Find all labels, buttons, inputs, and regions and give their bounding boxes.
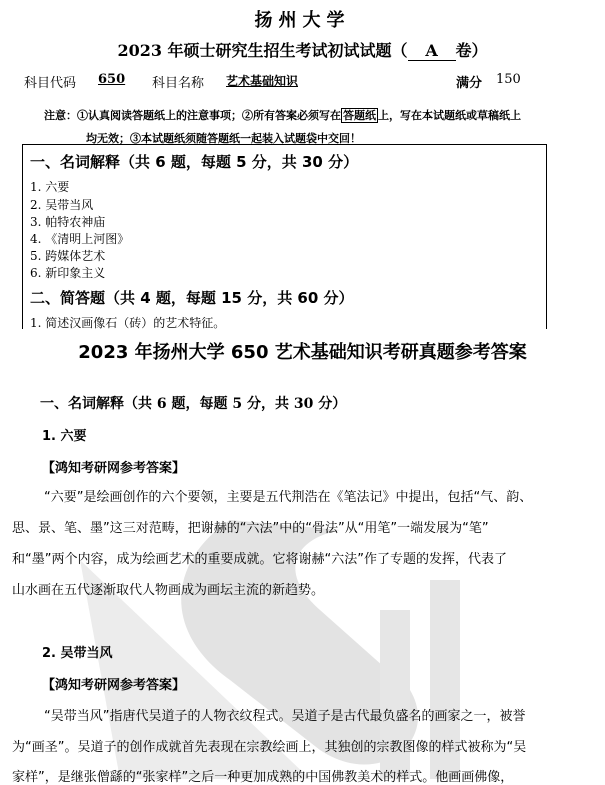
question-item: 2. 吴带当风 — [30, 198, 94, 212]
answer-paragraph-line: “六要”是绘画创作的六个要领，主要是五代荆浩在《笔法记》中提出，包括“气、韵、 — [44, 490, 533, 505]
answer-paragraph-line: 山水画在五代逐渐取代人物画成为画坛主流的新趋势。 — [12, 583, 325, 598]
answer-term-title: 1. 六要 — [42, 429, 87, 444]
section2-heading: 二、简答题（共 4 题，每题 15 分，共 60 分） — [30, 289, 354, 307]
question-item: 4. 《清明上河图》 — [30, 232, 130, 246]
answer-source-label: 【鸿知考研网参考答案】 — [42, 461, 186, 476]
exam-title — [0, 38, 605, 61]
university-name: 扬州大学 — [254, 10, 351, 31]
question-item: 6. 新印象主义 — [30, 266, 106, 280]
exam-title-prefix: 2023 年硕士研究生招生考试初试试题（ — [117, 41, 408, 60]
answer-paragraph-line: 和“墨”两个内容，成为绘画艺术的重要成就。它将谢赫“六法”作了专题的发挥，代表了 — [12, 552, 507, 567]
question-item: 1. 六要 — [30, 180, 70, 194]
notice-text-a: ①认真阅读答题纸上的注意事项；②所有答案必须写在 — [77, 109, 341, 122]
subject-code-value: 650 — [98, 72, 126, 87]
notice-label: 注意： — [44, 109, 77, 122]
answer-source-label: 【鸿知考研网参考答案】 — [42, 678, 186, 693]
answer-paragraph-line: 为“画圣”。吴道子的创作成就首先表现在宗教绘画上，其独创的宗教图像的样式被称为“吴 — [12, 740, 527, 755]
answer-paragraph-line: “吴带当风”指唐代吴道子的人物衣纹程式。吴道子是古代最负盛名的画家之一，被誉 — [44, 709, 526, 724]
answer-sheet-box: 答题纸 — [343, 109, 376, 122]
question-item: 3. 帕特农神庙 — [30, 215, 106, 229]
full-score-label: 满分 — [456, 76, 483, 91]
notice-line-2: 均无效；③本试题纸须随答题纸一起装入试题袋中交回！ — [86, 132, 361, 145]
answer-term-title: 2. 吴带当风 — [42, 646, 113, 661]
answer-section1-heading: 一、名词解释（共 6 题，每题 5 分，共 30 分） — [40, 396, 347, 412]
section1-heading: 一、名词解释（共 6 题，每题 5 分，共 30 分） — [30, 153, 359, 171]
answer-paragraph-line: 家样”，是继张僧繇的“张家样”之后一种更加成熟的中国佛教美术的样式。他画画佛像， — [12, 770, 514, 785]
subject-name-value: 艺术基础知识 — [226, 74, 299, 88]
exam-paper-code: A — [408, 41, 456, 61]
notice-text-b: 上，写在本试题纸或草稿纸上 — [378, 109, 521, 122]
question-item: 1. 简述汉画像石（砖）的艺术特征。 — [30, 316, 226, 330]
answer-paragraph-line: 思、景、笔、墨”这三对范畴，把谢赫的“六法”中的“骨法”从“用笔”一端发展为“笔” — [12, 521, 489, 536]
subject-name-label: 科目名称 — [152, 76, 205, 91]
exam-title-suffix: 卷） — [455, 41, 488, 60]
notice-line-1 — [44, 107, 521, 123]
full-score-value: 150 — [496, 72, 521, 87]
question-item: 5. 跨媒体艺术 — [30, 249, 106, 263]
answer-title: 2023 年扬州大学 650 艺术基础知识考研真题参考答案 — [78, 342, 527, 363]
subject-code-label: 科目代码 — [24, 76, 77, 91]
